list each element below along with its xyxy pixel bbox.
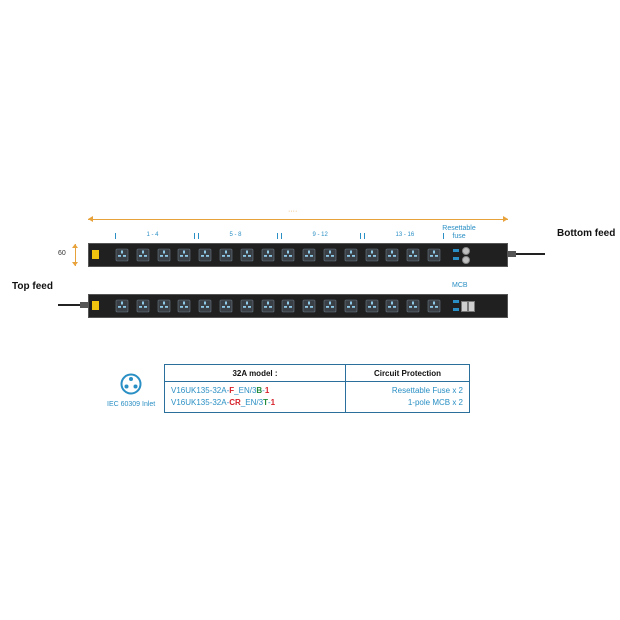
uk-socket-5 [198,299,212,313]
group-tick [364,233,365,239]
uk-socket-12 [344,248,358,262]
uk-socket-2 [136,299,150,313]
uk-socket-16 [427,299,441,313]
uk-socket-8 [261,248,275,262]
uk-socket-14 [385,299,399,313]
group-tick [115,233,116,239]
pdu-top-feed-unit [88,294,508,318]
resettable-fuse-label [436,225,482,241]
group-label-4: 13 - 16 [395,232,415,238]
uk-socket-1 [115,299,129,313]
model-line-1: V16UK135-32A-F_EN/3B-1 [171,386,270,395]
uk-socket-3 [157,248,171,262]
uk-socket-11 [323,299,337,313]
uk-socket-7 [240,248,254,262]
table-header-protection: Circuit Protection [346,365,470,382]
uk-socket-11 [323,248,337,262]
uk-socket-13 [365,248,379,262]
uk-socket-1 [115,248,129,262]
bottom-feed-label: Bottom feed [557,228,616,239]
group-tick [281,233,282,239]
iec-60309-inlet-icon [120,373,142,395]
uk-socket-16 [427,248,441,262]
uk-socket-3 [157,299,171,313]
length-label: ···· [288,208,298,215]
uk-socket-7 [240,299,254,313]
height-label: 60 [58,250,66,257]
uk-socket-15 [406,248,420,262]
protection-line-1: Resettable Fuse x 2 [391,386,463,395]
table-header-model: 32A model : [165,365,346,382]
uk-socket-9 [281,248,295,262]
length-dimension [88,208,508,224]
protection-cell [346,382,470,413]
indicator-led [453,249,459,252]
uk-socket-6 [219,248,233,262]
model-spec-table [164,364,470,413]
warning-label-icon [92,301,99,310]
inlet-label: IEC 60309 Inlet [107,401,156,408]
mcb-switch[interactable] [468,301,475,312]
group-tick [360,233,361,239]
uk-socket-14 [385,248,399,262]
uk-socket-9 [281,299,295,313]
uk-socket-10 [302,248,316,262]
indicator-led [453,257,459,260]
group-tick [194,233,195,239]
uk-socket-6 [219,299,233,313]
resettable-fuse-line1: Resettable [442,225,476,232]
uk-socket-4 [177,299,191,313]
resettable-fuse-line2: fuse [452,233,466,240]
uk-socket-2 [136,248,150,262]
bottom-feed-cable [507,251,545,257]
model-cell [165,382,346,413]
protection-line-2: 1-pole MCB x 2 [407,398,463,407]
uk-socket-13 [365,299,379,313]
uk-socket-4 [177,248,191,262]
uk-socket-15 [406,299,420,313]
height-dimension [72,244,80,266]
uk-socket-12 [344,299,358,313]
top-feed-label: Top feed [12,281,53,292]
model-line-2: V16UK135-32A-CR_EN/3T-1 [171,398,276,407]
indicator-led [453,300,459,303]
group-tick [277,233,278,239]
mcb-switch[interactable] [461,301,468,312]
indicator-led [453,308,459,311]
pdu-bottom-feed-unit [88,243,508,267]
group-label-2: 5 - 8 [229,232,242,238]
uk-socket-8 [261,299,275,313]
top-feed-cable [58,302,88,308]
resettable-fuse-button[interactable] [462,247,470,255]
mcb-label: MCB [452,282,468,289]
group-label-1: 1 - 4 [146,232,159,238]
uk-socket-5 [198,248,212,262]
group-label-3: 9 - 12 [312,232,328,238]
resettable-fuse-button[interactable] [462,256,470,264]
warning-label-icon [92,250,99,259]
uk-socket-10 [302,299,316,313]
group-tick [198,233,199,239]
